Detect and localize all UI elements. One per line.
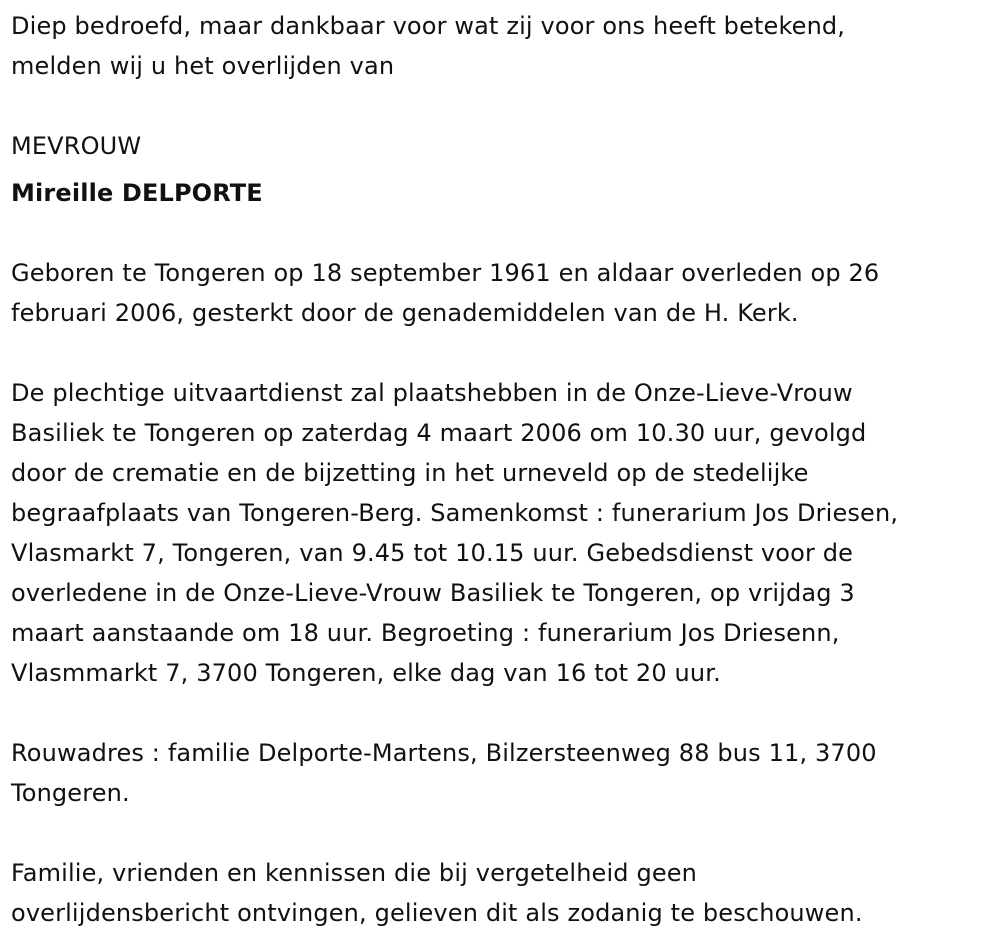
service-line: maart aanstaande om 18 uur. Begroeting : funerarium Jos Driesenn, <box>11 619 840 647</box>
address-line: Tongeren. <box>11 779 130 807</box>
intro-line: Diep bedroefd, maar dankbaar voor wat zij voor ons heeft betekend, <box>11 12 846 40</box>
service-line: begraafplaats van Tongeren-Berg. Samenkomst : funerarium Jos Driesen, <box>11 499 899 527</box>
intro-line: melden wij u het overlijden van <box>11 52 395 80</box>
deceased-name: Mireille DELPORTE <box>11 179 263 207</box>
address-line: Rouwadres : familie Delporte-Martens, Bilzersteenweg 88 bus 11, 3700 <box>11 739 877 767</box>
honorific-title: MEVROUW <box>11 132 142 160</box>
service-line: Basiliek te Tongeren op zaterdag 4 maart 2006 om 10.30 uur, gevolgd <box>11 419 867 447</box>
service-line: Vlasmmarkt 7, 3700 Tongeren, elke dag van 16 tot 20 uur. <box>11 659 721 687</box>
closing-line: Familie, vrienden en kennissen die bij vergetelheid geen <box>11 859 698 887</box>
service-line: Vlasmarkt 7, Tongeren, van 9.45 tot 10.15 uur. Gebedsdienst voor de <box>11 539 854 567</box>
birth-death-line: Geboren te Tongeren op 18 september 1961 en aldaar overleden op 26 <box>11 259 880 287</box>
service-line: De plechtige uitvaartdienst zal plaatshebben in de Onze-Lieve-Vrouw <box>11 379 853 407</box>
birth-death-line: februari 2006, gesterkt door de genademiddelen van de H. Kerk. <box>11 299 799 327</box>
closing-line: overlijdensbericht ontvingen, gelieven dit als zodanig te beschouwen. <box>11 899 863 927</box>
service-line: door de crematie en de bijzetting in het urneveld op de stedelijke <box>11 459 809 487</box>
service-line: overledene in de Onze-Lieve-Vrouw Basiliek te Tongeren, op vrijdag 3 <box>11 579 855 607</box>
